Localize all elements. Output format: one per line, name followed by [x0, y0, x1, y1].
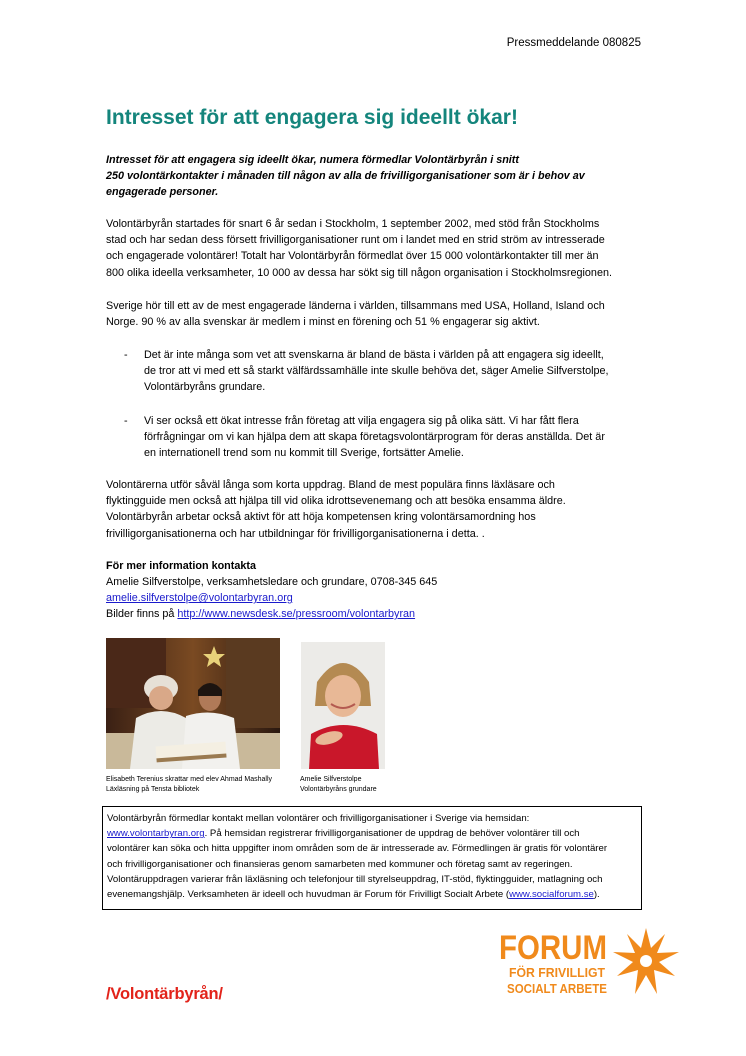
text-line: Volontärbyråns grundare. [144, 381, 266, 394]
bullet-dash: - [124, 349, 128, 361]
lead-line: engagerade personer. [106, 186, 219, 198]
text-line: stad och har sedan dess försett frivilligorganisationer runt om i landet med en strid ström av intresserade [106, 234, 605, 247]
volontarbyran-logo: /Volontärbyrån/ [106, 985, 223, 1003]
lead-line: Intresset för att engagera sig ideellt ökar, numera förmedlar Volontärbyrån i snitt [106, 154, 519, 166]
lead-paragraph [106, 152, 646, 200]
info-line: evenemangshjälp. Verksamheten är ideell och huvudman är Forum för Frivilligt Socialt Arbete ( [107, 889, 510, 901]
caption-line: Amelie Silfverstolpe [300, 776, 362, 783]
release-label: Pressmeddelande 080825 [506, 37, 641, 49]
newsdesk-link[interactable]: http://www.newsdesk.se/pressroom/volontarbyran [177, 608, 416, 620]
photo-portrait [301, 642, 385, 769]
caption-line: Läxläsning på Tensta bibliotek [106, 785, 200, 793]
caption-line: Elisabeth Terenius skrattar med elev Ahmad Mashally [106, 776, 273, 783]
forum-logo-line2: FÖR FRIVILLIGT [509, 965, 606, 980]
info-line: Volontärbyrån förmedlar kontakt mellan volontärer och frivilligorganisationer i Sverige via hemsidan: [107, 813, 530, 824]
text-line: 800 olika ideella verksamheter, 10 000 av dessa har sökt sig till någon organisation i Stockholmsregionen. [106, 266, 612, 279]
info-line: Volontäruppdragen varierar från läxläsning och telefonjour till styrelseuppdrag, IT-stöd, flyktingguider, matlagning och [107, 873, 603, 885]
lead-line: 250 volontärkontakter i månaden till någon av alla de frivilligorganisationer som är i behov av [106, 170, 585, 182]
forum-logo-line3: SOCIALT ARBETE [507, 981, 608, 996]
contact-person: Amelie Silfverstolpe, verksamhetsledare och grundare, 0708-345 645 [106, 576, 438, 588]
images-prefix: Bilder finns på [106, 608, 178, 620]
headline: Intresset för att engagera sig ideellt ökar! [106, 106, 518, 129]
text-line: en internationell trend som nu kommit till Sverige, fortsätter Amelie. [144, 447, 464, 460]
body-paragraph-1 [106, 216, 646, 281]
contact-heading: För mer information kontakta [106, 560, 256, 572]
body-paragraph-2 [106, 298, 646, 330]
text-line: Sverige hör till ett av de mest engagerade länderna i världen, tillsammans med USA, Holland, Island och [106, 300, 605, 312]
photo-caption-2 [300, 775, 410, 794]
socialforum-link[interactable]: www.socialforum.se [509, 889, 594, 901]
body-paragraph-3 [106, 477, 646, 542]
quote-2 [106, 413, 646, 462]
forum-logo-word: FORUM [499, 929, 607, 967]
info-line: och frivilligorganisationer och finansieras genom samarbeten med kommuner och företag samt av regeringen. [107, 858, 573, 870]
text-line: flyktingguide men också att hjälpa till vid olika idrottsevenemang och att besöka ensamma äldre. [106, 495, 566, 508]
forum-logo [495, 924, 681, 1004]
bullet-dash: - [124, 415, 128, 427]
website-link[interactable]: www.volontarbyran.org [107, 828, 205, 840]
text-line: och engagerade volontärer! Totalt har Volontärbyrån förmedlat över 15 000 volontärkontakter till mer än [106, 250, 599, 263]
text-line: Norge. 90 % av alla svenskar är medlem i minst en förening och 51 % engagerar sig aktivt. [106, 316, 540, 329]
contact-email-link[interactable]: amelie.silfverstolpe@volontarbyran.org [106, 592, 293, 604]
info-line: volontärer kan söka och hitta uppgifter inom områden som de är intresserade av. Förmedlingen är gratis för volontärer [107, 843, 608, 855]
text-line: de tror att vi med ett så starkt välfärdssamhälle inte skulle behöva det, säger Amelie Silfverstolpe, [144, 365, 609, 378]
info-line: ). [593, 889, 600, 901]
caption-line: Volontärbyråns grundare [300, 785, 377, 793]
info-line: . På hemsidan registrerar frivilligorganisationer de uppdrag de behöver volontärer till och [204, 828, 580, 840]
photo-homework-help [106, 638, 280, 769]
contact-section [106, 558, 646, 622]
text-line: Det är inte många som vet att svenskarna är bland de bästa i världen på att engagera sig ideellt, [144, 349, 604, 361]
quote-1 [106, 347, 646, 396]
photo-caption-1 [106, 775, 296, 794]
text-line: förfrågningar om vi kan hjälpa dem att skapa företagsvolontärprogram för deras anställda. Det är [144, 431, 605, 444]
text-line: Vi ser också ett ökat intresse från företag att vilja engagera sig på olika sätt. Vi har fått flera [144, 415, 579, 427]
text-line: frivilligorganisationerna och har utbildningar för frivilligorganisationerna i detta. . [106, 527, 485, 540]
text-line: Volontärbyrån startades för snart 6 år sedan i Stockholm, 1 september 2002, med stöd från Stockholms [106, 218, 600, 230]
info-box [102, 806, 642, 910]
text-line: Volontärbyrån arbetar också aktivt för att höja kompetensen kring volontärsamordning hos [106, 511, 536, 524]
text-line: Volontärerna utför såväl långa som korta uppdrag. Bland de mest populära finns läxläsare och [106, 479, 555, 491]
